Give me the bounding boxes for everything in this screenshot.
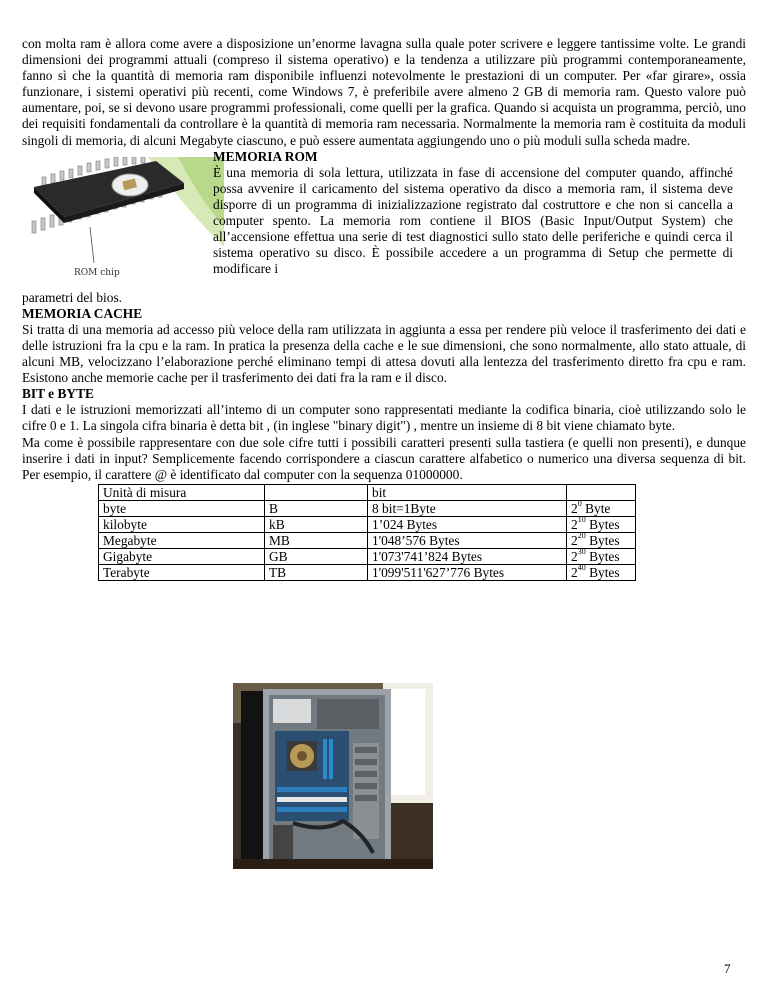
unit-abbr-cell: B (265, 500, 368, 516)
header-cell: Unità di misura (99, 484, 265, 500)
unit-bits-cell: 1'099'511'627’776 Bytes (368, 564, 567, 580)
header-cell (265, 484, 368, 500)
table-row (99, 500, 636, 516)
unit-name-cell: kilobyte (99, 516, 265, 532)
unit-abbr-cell: kB (265, 516, 368, 532)
unit-power-cell: $2^{30}$ Bytes (567, 548, 636, 564)
table-row (99, 548, 636, 564)
rom-chip-image (28, 157, 224, 285)
unit-power-cell: $2^0$ Byte (567, 500, 636, 516)
unit-bits-cell: 8 bit=1Byte (368, 500, 567, 516)
unit-name-cell: Megabyte (99, 532, 265, 548)
page-number: 7 (724, 961, 731, 976)
bitbyte-heading: BIT e BYTE (22, 386, 94, 402)
unit-power-cell: $2^{40}$ Bytes (567, 564, 636, 580)
unit-bits-cell: 1'073'741’824 Bytes (368, 548, 567, 564)
table-header-row (99, 484, 636, 500)
document-page (22, 36, 746, 581)
unit-name-cell: byte (99, 500, 265, 516)
rom-paragraph: È una memoria di sola lettura, utilizzata in fase di accensione del computer quando, affinché possa avvenire il caricamento del sistema operativo da disco a memoria ram, il sistema deve disporre di un programma di inizializzazione registrato dal costruttore e che non si cancella a computer spento. La memoria rom contiene il BIOS (Basic Input/Output System) che all’accensione effettua una serie di test diagnostici sullo stato delle periferiche e quindi cerca il sistema operativo su disco. È possibile accedere a un programma di Setup che permette di modificare i (213, 164, 733, 277)
unit-power-cell: $2^{20}$ Bytes (567, 532, 636, 548)
units-table (98, 484, 636, 581)
unit-name-cell: Terabyte (99, 564, 265, 580)
table-row (99, 564, 636, 580)
table-row (99, 516, 636, 532)
intro-paragraph: con molta ram è allora come avere a disposizione un’enorme lavagna sulla quale poter scrivere e leggere tantissime volte. Le grandi dimensioni dei programmi attuali (compreso il sistema operativo) e la tendenza a utilizzare più programmi contemporaneamente, fanno sì che la quantità di memoria ram disponibile influenzi notevolmente le prestazioni di un computer. Per «far girare», ossia funzionare, i sistemi operativi più recenti, come Windows 7, è preferibile avere almeno 2 GB di memoria ram. Questo valore può aumentare, poi, se si devono usare programmi professionali, come quelli per la grafica. Quando si acquista un programma, perciò, uno dei requisiti fondamentali da controllare è la quantità di memoria ram necessaria. Normalmente la memoria ram è costituita da moduli singoli di memoria, di alcuni Megabyte ciascuno, e può essere aumentata aggiungendo uno o più moduli sulla scheda madre. (22, 36, 746, 148)
open-pc-case-photo (233, 683, 433, 869)
bitbyte-paragraph-1: I dati e le istruzioni memorizzati all’intemo di un computer sono rappresentati mediante la codifica binaria, cioè utilizzando solo le cifre 0 e 1. La singola cifra binaria è detta bit , (in inglese "binary digit") , mentre un insieme di 8 bit viene chiamato byte. (22, 402, 746, 434)
unit-abbr-cell: MB (265, 532, 368, 548)
unit-name-cell: Gigabyte (99, 548, 265, 564)
unit-abbr-cell: GB (265, 548, 368, 564)
cache-paragraph: Si tratta di una memoria ad accesso più veloce della ram utilizzata in aggiunta a essa per rendere più veloce il trasferimento dei dati e delle istruzioni fra la cpu e la ram. In pratica la presenza della cache e le sue dimensioni, che sono normalmente, allo stato attuale, di alcuni MB, velocizzano l’elaborazione perché eliminano tempi di attesa dovuti alla lentezza del trasferimento diretto fra cpu e ram. Esistono anche memorie cache per il trasferimento dei dati fra la ram e il disco. (22, 321, 746, 386)
unit-power-cell: $2^{10}$ Bytes (567, 516, 636, 532)
cache-heading: MEMORIA CACHE (22, 305, 143, 321)
table-row (99, 532, 636, 548)
rom-heading: MEMORIA ROM (213, 148, 318, 164)
rom-chip-label: ROM chip (74, 267, 120, 278)
unit-bits-cell: 1’024 Bytes (368, 516, 567, 532)
unit-bits-cell: 1'048’576 Bytes (368, 532, 567, 548)
bitbyte-paragraph-2: Ma come è possibile rappresentare con due sole cifre tutti i possibili caratteri presenti sulla tastiera (e quelli non presenti), e dunque inserire i dati in input? Semplicemente facendo corrispondere a ciascun carattere alfabetico o numerico una diversa sequenza di bit. Per esempio, il carattere @ è identificato dal computer con la sequenza 01000000. (22, 434, 746, 482)
header-cell (567, 484, 636, 500)
header-cell: bit (368, 484, 567, 500)
rom-section (22, 149, 746, 290)
unit-abbr-cell: TB (265, 564, 368, 580)
rom-continuation: parametri del bios. (22, 289, 123, 305)
